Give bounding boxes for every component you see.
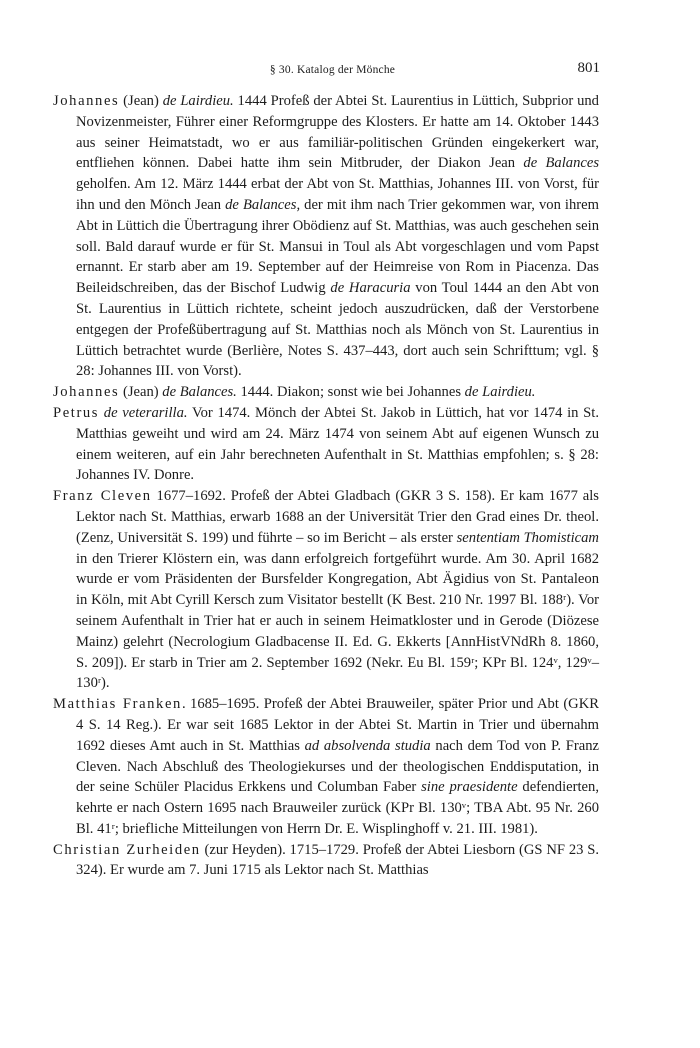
monk-name: Johannes [53, 384, 120, 401]
monk-name: Matthias Franken [53, 696, 182, 713]
italic-term: sententiam Thomisticam [456, 529, 599, 546]
entry-text: geholfen. Am 12. März 1444 erbat der Abt von St. Matthias, Johannes III. von Vorst, für ihn und den Mönch Jean [76, 176, 599, 213]
catalog-body [53, 91, 599, 881]
catalog-entry [53, 694, 599, 840]
monk-name: Johannes [53, 93, 120, 109]
italic-term: de Lairdieu. [464, 384, 536, 401]
catalog-entry [53, 91, 599, 382]
running-header [65, 58, 600, 80]
entry-text: 1677–1692. Profeß der Abtei Gladbach (GKR 3 S. 158). Er kam 1677 als Lektor nach St. Matthias, erwarb 1688 an der Universität Trier den Grad eines Dr. theol. (Zenz, Universität S. 199) und führte – so im Bericht – als erster [76, 488, 599, 546]
entry-text: (zur Heyden). 1715–1729. Profeß der Abtei Liesborn (GS NF 23 S. 324). Er wurde am 7. Juni 1715 als Lektor nach St. Matthias [76, 841, 599, 879]
entry-text: (Jean) [119, 93, 163, 109]
entry-text: 1444. Diakon; sonst wie bei Johannes [236, 384, 465, 401]
entry-text: der mit ihm nach Trier gekommen war, von ihrem Abt in Lüttich die Übertragung ihrer Obödienz auf St. Matthias, was auch geschehen sein soll. Bald darauf wurde er für St. Mansui in Toul als Abt vorgeschlagen und vom Papst ernannt. Er starb aber am 19. September auf der Heimreise von Rom in Piacenza. Das Beileidschreiben, das der Bischof Ludwig [76, 196, 599, 297]
italic-term: de veterarilla. [103, 404, 188, 421]
page-number: 801 [577, 60, 600, 76]
italic-term: de Lairdieu. [162, 93, 234, 109]
catalog-entry [53, 382, 599, 403]
entry-text: (Jean) [119, 384, 163, 401]
entry-text: . 1685–1695. Profeß der Abtei Brauweiler, später Prior und Abt (GKR 4 S. 14 Reg.). Er war seit 1685 Lektor in der Abtei St. Martin in Trier und übernahm 1692 dieses Amt auch in St. Matthias [76, 696, 599, 754]
italic-term: de Balances. [162, 384, 237, 401]
italic-term: de Haracuria [330, 280, 411, 297]
entry-text: 1444 Profeß der Abtei St. Laurentius in Lüttich, Subprior und Novizenmeister, Führer einer Reformgruppe des Klosters. Er hatte am 14. Oktober 1443 aus seiner Heimatstadt, wo er aus familiär-politischen Gründen eingekerkert war, entfliehen können. Dabei hatte ihm sein Mitbruder, der Diakon Jean [76, 93, 599, 172]
catalog-entry [53, 840, 599, 882]
monk-name: Franz Cleven [53, 488, 152, 505]
entry-text: defendierten, kehrte er nach Ostern 1695 nach Brauweiler zurück (KPr Bl. 130ᵛ; TBA Abt. 95 Nr. 260 Bl. 41ʳ; briefliche Mitteilungen von Herrn Dr. E. Wisplinghoff v. 21. III. 1981). [76, 779, 599, 837]
entry-text: Vor 1474. Mönch der Abtei St. Jakob in Lüttich, hat vor 1474 in St. Matthias geweiht und wird am 24. März 1474 von seinem Abt auf eigenen Wunsch zu einem weiteren, auf ein Jahr berechneten Aufenthalt in St. Matthias empfohlen; s. § 28: Johannes IV. Donre. [76, 404, 599, 484]
catalog-entry [53, 486, 599, 694]
italic-term: sine praesidente [421, 779, 518, 796]
catalog-entry [53, 403, 599, 486]
monk-name: Christian Zurheiden [53, 841, 201, 858]
italic-term: ad absolvenda studia [304, 737, 431, 754]
entry-text: von Toul 1444 an den Abt von St. Laurentius in Lüttich richtete, scheint jedoch auszudrücken, daß der Verstorbene entgegen der Profeßübertragung auf St. Matthias noch als Mönch von St. Laurentius in Lüttich betrachtet wurde (Berlière, Notes S. 437–443, dort auch sein Schrifttum; vgl. § 28: Johannes III. von Vorst). [76, 280, 600, 380]
running-title: § 30. Katalog der Mönche [269, 64, 396, 76]
monk-name: Petrus [53, 404, 100, 421]
italic-term: de Balances [523, 155, 600, 172]
entry-text: in den Trierer Klöstern ein, was dann erfolgreich fortgeführt wurde. Am 30. April 1682 wurde er vom Präsidenten der Bursfelder Kongregation, Abt Ägidius von St. Pantaleon in Köln, mit Abt Cyrill Kersch zum Visitator bestellt (K Best. 210 Nr. 1997 Bl. 188ʳ). Vor seinem Aufenthalt in Trier hat er auch in seinem Heimatkloster und in Gerode (Diözese Mainz) gelehrt (Necrologium Gladbacense II. Ed. G. Ekkerts [AnnHistVNdRh 8. 1860, S. 209]). Er starb in Trier am 2. September 1692 (Nekr. Eu Bl. 159ʳ; KPr Bl. 124ᵛ, 129ᵛ–130ʳ). [76, 550, 599, 692]
entry-text: nach dem Tod von P. Franz Cleven. Nach Abschluß des Theologiekurses und der theologischen Enddisputation, in der seine Schüler Placidus Erkkens und Columban Faber [76, 737, 599, 796]
italic-term: de Balances, [225, 196, 301, 213]
